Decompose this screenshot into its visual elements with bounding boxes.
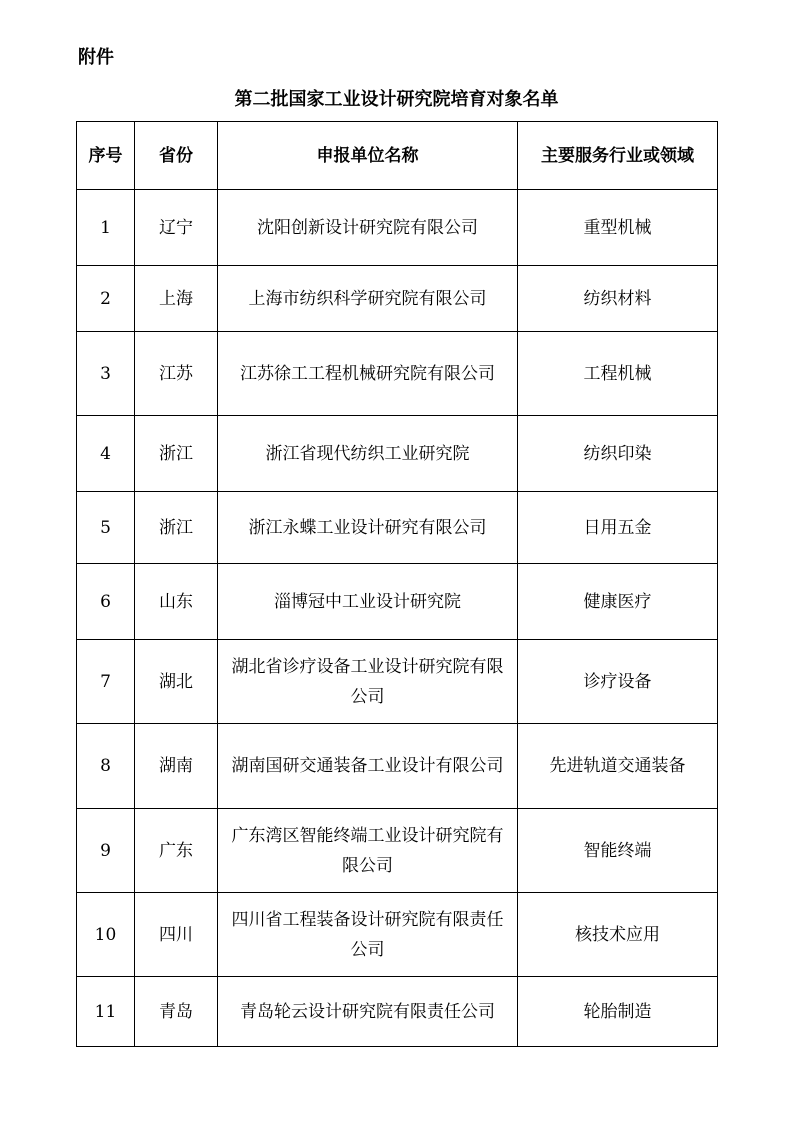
document-title: 第二批国家工业设计研究院培育对象名单 [234, 89, 559, 110]
candidate-roster-table [76, 121, 718, 1047]
cell-serial-number: 11 [77, 977, 135, 1047]
header-province: 省份 [135, 122, 218, 190]
cell-province: 湖南 [135, 724, 218, 809]
cell-service-field: 重型机械 [518, 190, 718, 266]
cell-applicant-unit: 浙江永蝶工业设计研究有限公司 [218, 492, 518, 564]
attachment-label: 附件 [78, 47, 114, 68]
header-service-field: 主要服务行业或领域 [518, 122, 718, 190]
cell-service-field: 诊疗设备 [518, 640, 718, 724]
cell-service-field: 先进轨道交通装备 [518, 724, 718, 809]
cell-applicant-unit: 淄博冠中工业设计研究院 [218, 564, 518, 640]
table-row [77, 809, 718, 893]
cell-province: 青岛 [135, 977, 218, 1047]
cell-serial-number: 3 [77, 332, 135, 416]
header-applicant-unit: 申报单位名称 [218, 122, 518, 190]
cell-province: 江苏 [135, 332, 218, 416]
table-header-row [77, 122, 718, 190]
cell-applicant-unit: 上海市纺织科学研究院有限公司 [218, 266, 518, 332]
cell-province: 湖北 [135, 640, 218, 724]
table-row [77, 266, 718, 332]
table-row [77, 724, 718, 809]
table-row [77, 893, 718, 977]
cell-province: 浙江 [135, 416, 218, 492]
table-row [77, 332, 718, 416]
cell-applicant-unit: 四川省工程装备设计研究院有限责任公司 [218, 893, 518, 977]
cell-service-field: 核技术应用 [518, 893, 718, 977]
cell-service-field: 智能终端 [518, 809, 718, 893]
cell-serial-number: 2 [77, 266, 135, 332]
cell-province: 四川 [135, 893, 218, 977]
table-row [77, 492, 718, 564]
header-serial-number: 序号 [77, 122, 135, 190]
table-row [77, 640, 718, 724]
cell-applicant-unit: 沈阳创新设计研究院有限公司 [218, 190, 518, 266]
cell-applicant-unit: 湖南国研交通装备工业设计有限公司 [218, 724, 518, 809]
cell-applicant-unit: 浙江省现代纺织工业研究院 [218, 416, 518, 492]
table-row [77, 416, 718, 492]
table-row [77, 564, 718, 640]
cell-serial-number: 10 [77, 893, 135, 977]
cell-applicant-unit: 湖北省诊疗设备工业设计研究院有限公司 [218, 640, 518, 724]
cell-serial-number: 4 [77, 416, 135, 492]
cell-serial-number: 8 [77, 724, 135, 809]
cell-service-field: 轮胎制造 [518, 977, 718, 1047]
cell-serial-number: 7 [77, 640, 135, 724]
cell-province: 浙江 [135, 492, 218, 564]
cell-serial-number: 1 [77, 190, 135, 266]
cell-province: 上海 [135, 266, 218, 332]
cell-serial-number: 5 [77, 492, 135, 564]
cell-applicant-unit: 广东湾区智能终端工业设计研究院有限公司 [218, 809, 518, 893]
cell-applicant-unit: 青岛轮云设计研究院有限责任公司 [218, 977, 518, 1047]
cell-province: 山东 [135, 564, 218, 640]
table-row [77, 977, 718, 1047]
table-row [77, 190, 718, 266]
cell-service-field: 纺织印染 [518, 416, 718, 492]
cell-serial-number: 6 [77, 564, 135, 640]
cell-service-field: 日用五金 [518, 492, 718, 564]
cell-service-field: 纺织材料 [518, 266, 718, 332]
cell-serial-number: 9 [77, 809, 135, 893]
cell-service-field: 健康医疗 [518, 564, 718, 640]
cell-province: 广东 [135, 809, 218, 893]
cell-service-field: 工程机械 [518, 332, 718, 416]
cell-applicant-unit: 江苏徐工工程机械研究院有限公司 [218, 332, 518, 416]
cell-province: 辽宁 [135, 190, 218, 266]
